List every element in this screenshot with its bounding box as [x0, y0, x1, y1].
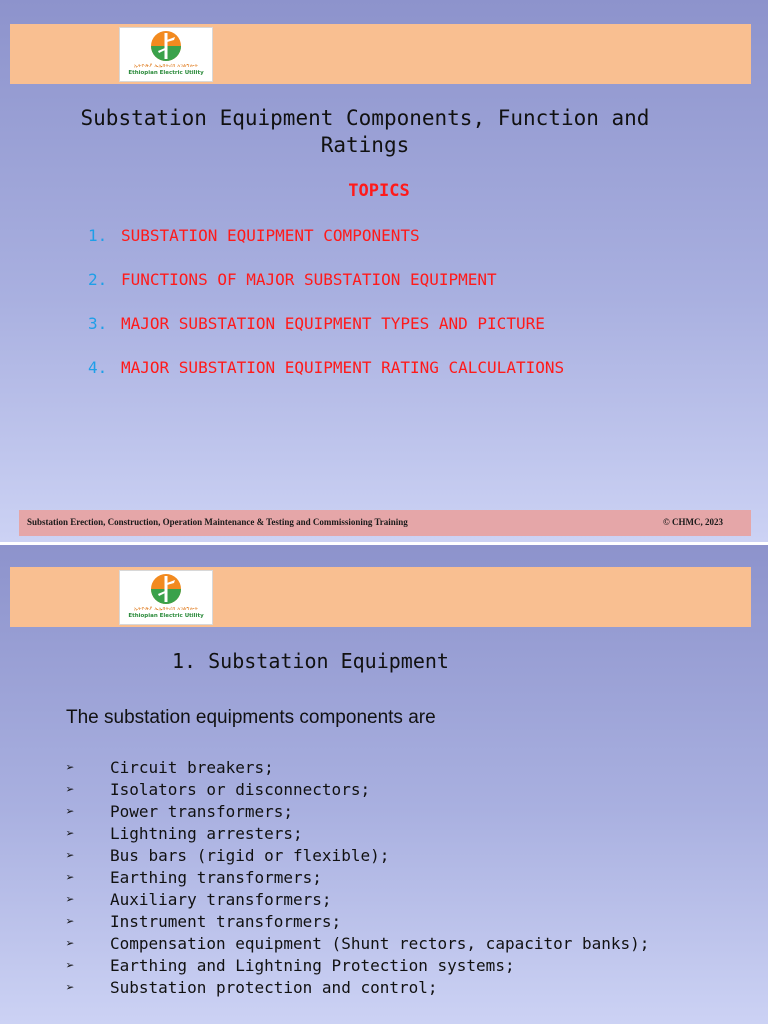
topic-text: FUNCTIONS OF MAJOR SUBSTATION EQUIPMENT — [121, 270, 497, 289]
footer-course-title: Substation Erection, Construction, Operation Maintenance & Testing and Commissioning Training — [27, 517, 408, 527]
equipment-list — [66, 757, 660, 999]
header-banner — [10, 567, 751, 627]
list-item-text: Lightning arresters; — [110, 824, 303, 843]
slide-2 — [0, 545, 768, 1024]
arrow-bullet-icon: ➢ — [66, 892, 75, 908]
arrow-bullet-icon: ➢ — [66, 826, 75, 842]
list-item-text: Substation protection and control; — [110, 978, 438, 997]
topic-text: MAJOR SUBSTATION EQUIPMENT TYPES AND PICTURE — [121, 314, 545, 333]
arrow-bullet-icon: ➢ — [66, 782, 75, 798]
list-item-text: Compensation equipment (Shunt rectors, capacitor banks); — [110, 934, 650, 953]
slide-title-line-1: Substation Equipment Components, Function and — [80, 106, 650, 130]
list-item-text: Earthing and Lightning Protection systems; — [110, 956, 515, 975]
topic-item — [88, 270, 564, 314]
logo-amharic-text: ኢትዮጵያ ኤሌክትሪክ አገልግሎት — [133, 606, 199, 612]
intro-text: The substation equipments components are — [66, 707, 436, 728]
topic-item — [88, 226, 564, 270]
topic-item — [88, 314, 564, 358]
arrow-bullet-icon: ➢ — [66, 980, 75, 996]
list-item — [66, 823, 660, 845]
list-item — [66, 955, 660, 977]
list-item-text: Earthing transformers; — [110, 868, 322, 887]
list-item — [66, 889, 660, 911]
eeu-logo — [119, 570, 213, 625]
topic-number: 3. — [88, 314, 108, 333]
list-item — [66, 779, 660, 801]
topic-text: MAJOR SUBSTATION EQUIPMENT RATING CALCULATIONS — [121, 358, 565, 377]
eeu-logo — [119, 27, 213, 82]
list-item — [66, 977, 660, 999]
slide-footer — [19, 510, 751, 536]
topic-text: SUBSTATION EQUIPMENT COMPONENTS — [121, 226, 420, 245]
arrow-bullet-icon: ➢ — [66, 958, 75, 974]
list-item — [66, 845, 660, 867]
topics-heading: TOPICS — [348, 181, 410, 201]
list-item-text: Auxiliary transformers; — [110, 890, 332, 909]
slide-title-line-2: Ratings — [320, 133, 410, 157]
topic-number: 1. — [88, 226, 108, 245]
footer-copyright: © CHMC, 2023 — [663, 517, 723, 527]
list-item — [66, 757, 660, 779]
list-item-text: Isolators or disconnectors; — [110, 780, 371, 799]
topic-number: 2. — [88, 270, 108, 289]
arrow-bullet-icon: ➢ — [66, 760, 75, 776]
logo-english-text: Ethiopian Electric Utility — [128, 70, 204, 76]
list-item — [66, 933, 660, 955]
section-title: 1. Substation Equipment — [172, 649, 449, 673]
arrow-bullet-icon: ➢ — [66, 804, 75, 820]
logo-amharic-text: ኢትዮጵያ ኤሌክትሪክ አገልግሎት — [133, 63, 199, 69]
list-item-text: Instrument transformers; — [110, 912, 342, 931]
list-item-text: Circuit breakers; — [110, 758, 274, 777]
arrow-bullet-icon: ➢ — [66, 914, 75, 930]
header-banner — [10, 24, 751, 84]
list-item-text: Bus bars (rigid or flexible); — [110, 846, 390, 865]
topics-list — [88, 226, 564, 402]
arrow-bullet-icon: ➢ — [66, 936, 75, 952]
list-item — [66, 867, 660, 889]
topic-number: 4. — [88, 358, 108, 377]
arrow-bullet-icon: ➢ — [66, 870, 75, 886]
list-item-text: Power transformers; — [110, 802, 294, 821]
arrow-bullet-icon: ➢ — [66, 848, 75, 864]
list-item — [66, 801, 660, 823]
slide-title — [40, 105, 690, 159]
list-item — [66, 911, 660, 933]
logo-english-text: Ethiopian Electric Utility — [128, 613, 204, 619]
topic-item — [88, 358, 564, 402]
